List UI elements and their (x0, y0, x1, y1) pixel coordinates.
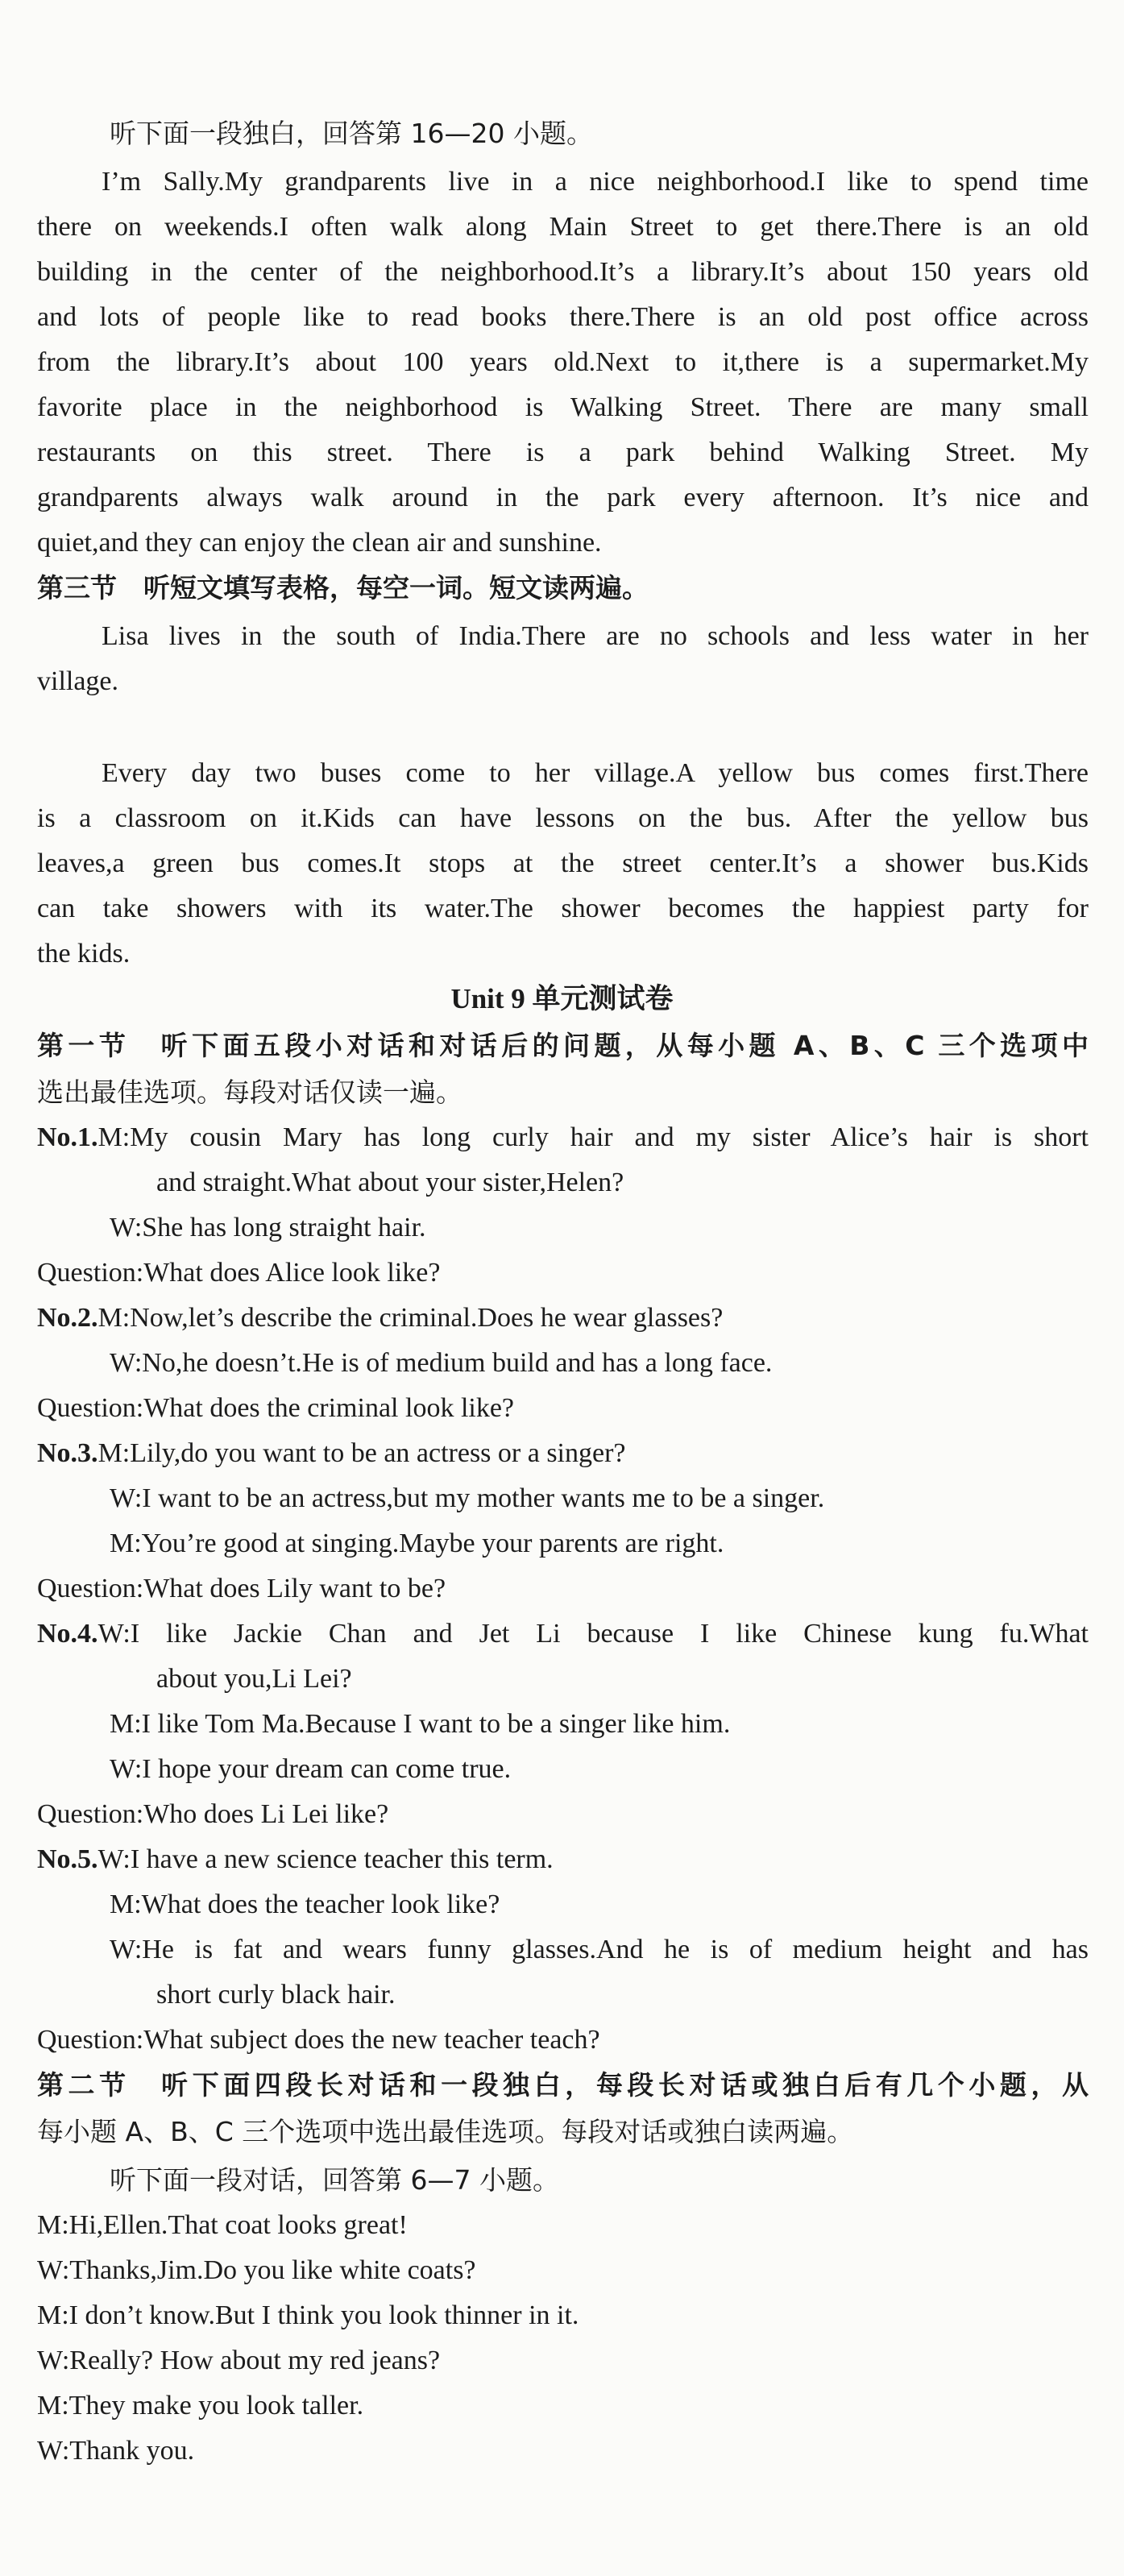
text-line: the kids. (37, 939, 131, 969)
text-line: and lots of people like to read books there.There is an old post office across (37, 302, 1089, 332)
unit-title: Unit 9 单元测试卷 (450, 983, 674, 1014)
text-line: W:Thank you. (37, 2436, 195, 2466)
text-line: W:No,he doesn’t.He is of medium build and has a long face. (110, 1348, 773, 1378)
text-line: favorite place in the neighborhood is Walking Street. There are many small (37, 392, 1089, 422)
text-line: 第二节 听下面四段长对话和一段独白，每段长对话或独白后有几个小题，从 (37, 2069, 1089, 2101)
text-line: short curly black hair. (156, 1980, 396, 2010)
text-line: can take showers with its water.The shower becomes the happiest party for (37, 894, 1089, 923)
text-line: M:I don’t know.But I think you look thinner in it. (37, 2300, 579, 2330)
text-line: No.4.W:I like Jackie Chan and Jet Li because I like Chinese kung fu.What (37, 1619, 1089, 1649)
text-line: is a classroom on it.Kids can have lessons on the bus. After the yellow bus (37, 803, 1089, 833)
text-line: M:What does the teacher look like? (110, 1889, 500, 1919)
text-line: Every day two buses come to her village.A yellow bus comes first.There (102, 758, 1089, 788)
text-line: grandparents always walk around in the park every afternoon. It’s nice and (37, 483, 1089, 512)
question-number: No.1. (37, 1122, 98, 1152)
text-line: building in the center of the neighborhood.It’s a library.It’s about 150 years old (37, 257, 1089, 287)
text-line: leaves,a green bus comes.It stops at the street center.It’s a shower bus.Kids (37, 848, 1089, 878)
text-line: No.2.M:Now,let’s describe the criminal.Does he wear glasses? (37, 1303, 724, 1333)
text-line: W:He is fat and wears funny glasses.And he is of medium height and has (110, 1935, 1089, 1964)
text-line: restaurants on this street. There is a park behind Walking Street. My (37, 438, 1089, 467)
question-number: No.5. (37, 1844, 98, 1874)
text-line: 第一节 听下面五段小对话和对话后的问题，从每小题 A、B、C 三个选项中 (37, 1030, 1089, 1061)
question-number: No.3. (37, 1438, 98, 1468)
text-line: 每小题 A、B、C 三个选项中选出最佳选项。每段对话或独白读两遍。 (37, 2116, 854, 2147)
text-line: 听下面一段对话，回答第 6—7 小题。 (110, 2164, 559, 2196)
text-line: there on weekends.I often walk along Main Street to get there.There is an old (37, 212, 1089, 242)
text-line: M:I like Tom Ma.Because I want to be a singer like him. (110, 1709, 731, 1739)
text-line: No.1.M:My cousin Mary has long curly hair and my sister Alice’s hair is short (37, 1122, 1089, 1152)
text-line: Lisa lives in the south of India.There are no schools and less water in her (102, 621, 1089, 651)
text-line: W:I want to be an actress,but my mother wants me to be a singer. (110, 1483, 825, 1513)
text-line: Question:What does Lily want to be? (37, 1574, 446, 1603)
text-line: Question:What does the criminal look like? (37, 1393, 515, 1423)
text-line: from the library.It’s about 100 years old.Next to it,there is a supermarket.My (37, 347, 1089, 377)
text-line: 第三节 听短文填写表格，每空一词。短文读两遍。 (37, 572, 649, 604)
text-line: Question:Who does Li Lei like? (37, 1799, 389, 1829)
text-line: and straight.What about your sister,Helen? (156, 1168, 624, 1197)
question-number: No.4. (37, 1619, 98, 1649)
text-line: I’m Sally.My grandparents live in a nice neighborhood.I like to spend time (102, 167, 1089, 197)
text-line: quiet,and they can enjoy the clean air and sunshine. (37, 528, 602, 558)
text-line: M:Hi,Ellen.That coat looks great! (37, 2210, 408, 2240)
text-line: No.5.W:I have a new science teacher this term. (37, 1844, 554, 1874)
text-line: M:You’re good at singing.Maybe your parents are right. (110, 1529, 724, 1558)
text-line: M:They make you look taller. (37, 2391, 364, 2420)
text-line: W:She has long straight hair. (110, 1213, 426, 1242)
text-line: Question:What subject does the new teacher teach? (37, 2025, 600, 2055)
text-line: village. (37, 666, 119, 696)
question-number: No.2. (37, 1303, 98, 1333)
text-line: No.3.M:Lily,do you want to be an actress or a singer? (37, 1438, 626, 1468)
text-line: 选出最佳选项。每段对话仅读一遍。 (37, 1076, 462, 1108)
text-line: W:I hope your dream can come true. (110, 1754, 512, 1784)
text-line: about you,Li Lei? (156, 1664, 352, 1694)
text-line: Question:What does Alice look like? (37, 1258, 441, 1288)
text-line: W:Really? How about my red jeans? (37, 2346, 441, 2375)
text-line: W:Thanks,Jim.Do you like white coats? (37, 2255, 476, 2285)
text-line: 听下面一段独白，回答第 16—20 小题。 (110, 118, 593, 149)
